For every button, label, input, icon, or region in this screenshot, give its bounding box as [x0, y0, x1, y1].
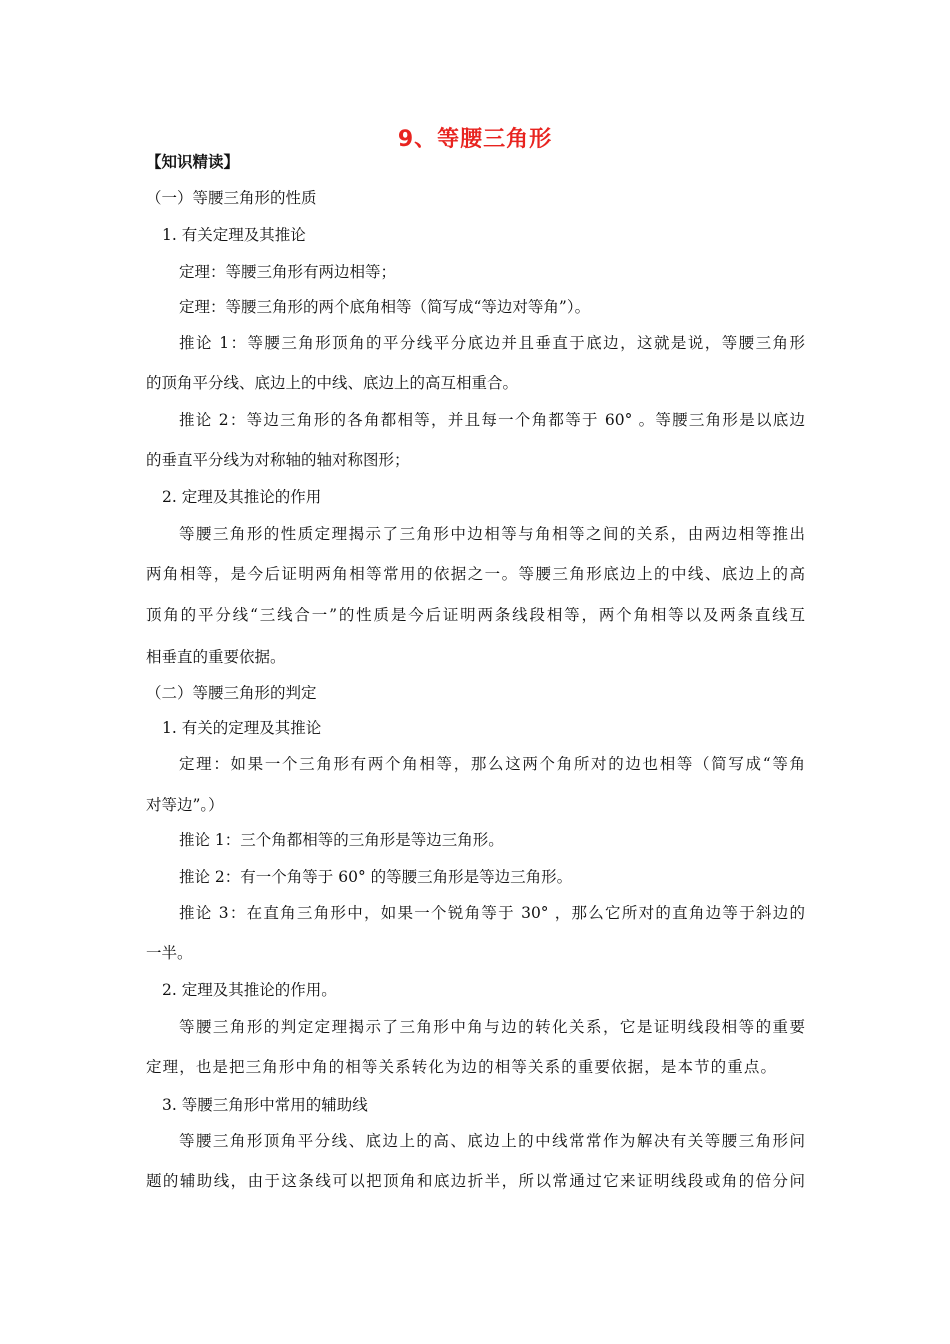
- paragraph-line: 相垂直的重要依据。: [146, 648, 286, 666]
- paragraph-line: 顶角的平分线“三线合一”的性质是今后证明两条线段相等，两个角相等以及两条直线互: [146, 606, 805, 624]
- paragraph-line: 题的辅助线，由于这条线可以把顶角和底边折半，所以常通过它来证明线段或角的倍分问: [146, 1172, 805, 1190]
- paragraph-line: 定理：如果一个三角形有两个角相等，那么这两个角所对的边也相等（简写成“等角: [179, 755, 805, 773]
- page-title: 9、等腰三角形: [397, 127, 553, 152]
- item-heading: 2. 定理及其推论的作用。: [162, 981, 337, 999]
- paragraph-line: 的垂直平分线为对称轴的轴对称图形；: [146, 451, 410, 469]
- paragraph-line: 等腰三角形顶角平分线、底边上的高、底边上的中线常常作为解决有关等腰三角形问: [179, 1132, 805, 1150]
- paragraph-line: 推论 1：等腰三角形顶角的平分线平分底边并且垂直于底边，这就是说，等腰三角形: [179, 334, 805, 352]
- item-heading: 3. 等腰三角形中常用的辅助线: [162, 1096, 368, 1114]
- paragraph-line: 推论 3：在直角三角形中，如果一个锐角等于 30° ，那么它所对的直角边等于斜边的: [179, 904, 805, 922]
- paragraph-line: 推论 1：三个角都相等的三角形是等边三角形。: [179, 831, 504, 849]
- paragraph-line: 一半。: [146, 944, 193, 962]
- paragraph-line: 推论 2：有一个角等于 60° 的等腰三角形是等边三角形。: [179, 868, 573, 886]
- item-heading: 1. 有关的定理及其推论: [162, 719, 322, 737]
- paragraph-line: 两角相等，是今后证明两角相等常用的依据之一。等腰三角形底边上的中线、底边上的高: [146, 565, 805, 583]
- paragraph-line: 等腰三角形的判定定理揭示了三角形中角与边的转化关系，它是证明线段相等的重要: [179, 1018, 805, 1036]
- section-heading: 【知识精读】: [146, 153, 240, 171]
- paragraph-line: 对等边”。）: [146, 796, 224, 814]
- paragraph-line: 定理：等腰三角形的两个底角相等（简写成“等边对等角”）。: [179, 298, 591, 316]
- paragraph-line: 的顶角平分线、底边上的中线、底边上的高互相重合。: [146, 374, 519, 392]
- subsection-heading: （二）等腰三角形的判定: [146, 684, 317, 702]
- paragraph-line: 定理，也是把三角形中角的相等关系转化为边的相等关系的重要依据，是本节的重点。: [146, 1058, 776, 1076]
- item-heading: 1. 有关定理及其推论: [162, 226, 306, 244]
- paragraph-line: 等腰三角形的性质定理揭示了三角形中边相等与角相等之间的关系，由两边相等推出: [179, 525, 805, 543]
- subsection-heading: （一）等腰三角形的性质: [146, 189, 317, 207]
- paragraph-line: 定理：等腰三角形有两边相等；: [179, 263, 397, 281]
- paragraph-line: 推论 2：等边三角形的各角都相等，并且每一个角都等于 60° 。等腰三角形是以底边: [179, 411, 805, 429]
- item-heading: 2. 定理及其推论的作用: [162, 488, 322, 506]
